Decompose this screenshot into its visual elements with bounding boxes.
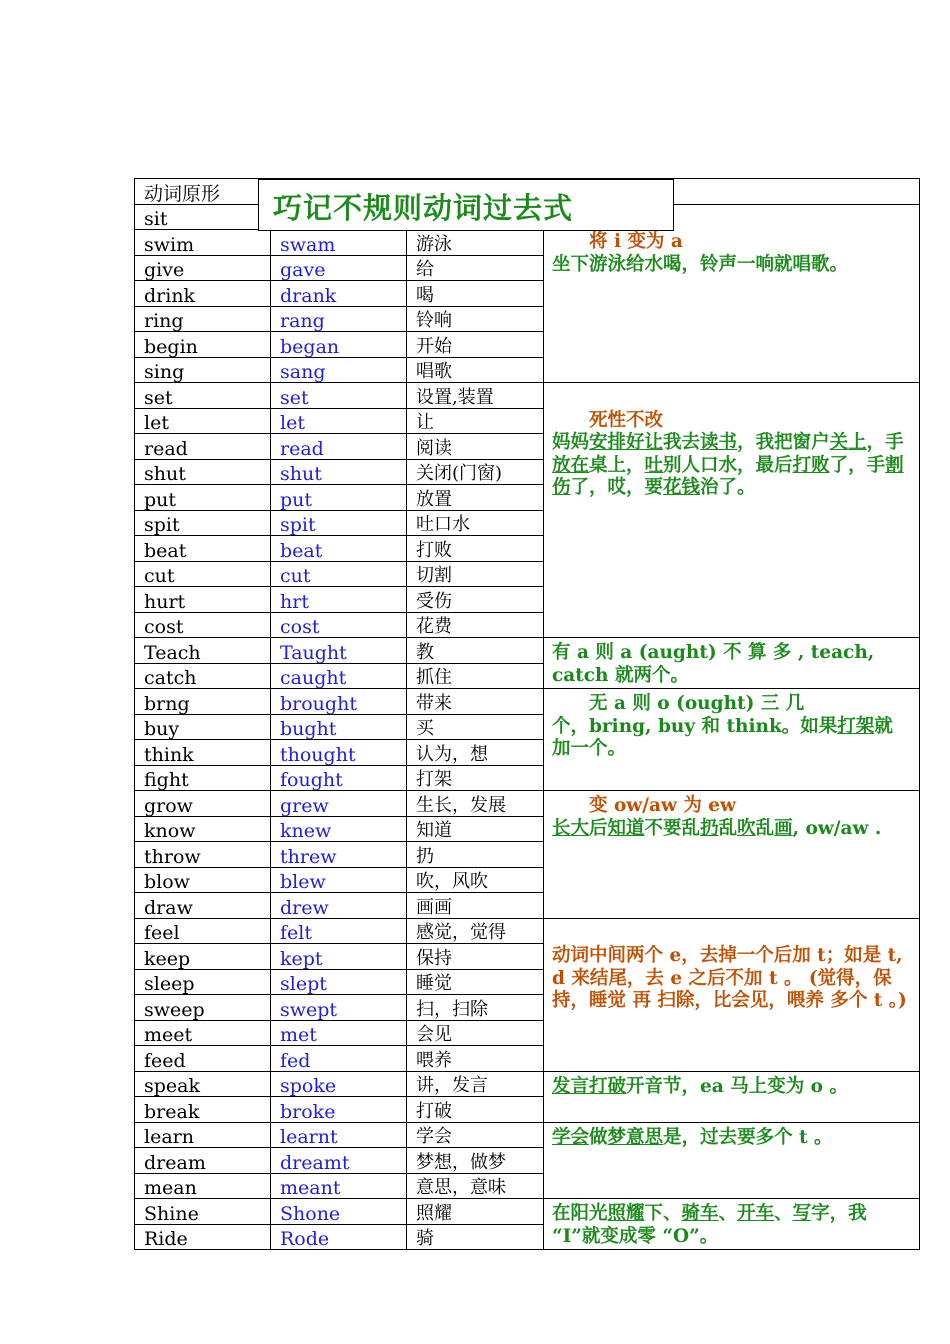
meaning: 保持 <box>407 944 544 970</box>
past-form: dreamt <box>271 1148 407 1174</box>
meaning: 画画 <box>407 893 544 919</box>
meaning: 阅读 <box>407 434 544 460</box>
base-form: beat <box>135 536 271 562</box>
past-form: put <box>271 485 407 511</box>
table-row <box>135 791 920 817</box>
title-box <box>258 179 674 231</box>
table-row <box>135 1071 920 1097</box>
past-form: spit <box>271 510 407 536</box>
page-title: 巧记不规则动词过去式 <box>273 191 574 225</box>
meaning: 骑 <box>407 1224 544 1250</box>
meaning: 抓住 <box>407 663 544 689</box>
meaning: 学会 <box>407 1122 544 1148</box>
past-form: set <box>271 383 407 409</box>
tip-unchanged: 死性不改 妈妈安排好让我去读书，我把窗户关上，手放在桌上，吐别人口水，最后打败了，手割伤了，哎，要花钱治了。 <box>544 383 920 638</box>
meaning: 喂养 <box>407 1046 544 1072</box>
past-form: read <box>271 434 407 460</box>
meaning: 扔 <box>407 842 544 868</box>
base-form: cost <box>135 612 271 638</box>
meaning: 讲，发言 <box>407 1071 544 1097</box>
base-form: speak <box>135 1071 271 1097</box>
base-form: learn <box>135 1122 271 1148</box>
meaning: 打破 <box>407 1097 544 1123</box>
meaning: 梦想，做梦 <box>407 1148 544 1174</box>
tip-ea-to-o: 发言打破开音节，ea 马上变为 o 。 <box>544 1071 920 1122</box>
past-form: shut <box>271 459 407 485</box>
base-form: feel <box>135 918 271 944</box>
base-form: let <box>135 408 271 434</box>
meaning: 切割 <box>407 561 544 587</box>
base-form: sweep <box>135 995 271 1021</box>
past-form: spoke <box>271 1071 407 1097</box>
meaning: 会见 <box>407 1020 544 1046</box>
base-form: Teach <box>135 638 271 664</box>
past-form: Shone <box>271 1199 407 1225</box>
tip-aught: 有 a 则 a (aught) 不 算 多 , teach, catch 就两个。 <box>544 638 920 689</box>
base-form: swim <box>135 230 271 256</box>
base-form: keep <box>135 944 271 970</box>
past-form: slept <box>271 969 407 995</box>
meaning: 设置,装置 <box>407 383 544 409</box>
tip-i-to-o: 在阳光照耀下、骑车、开车、写字，我 “I”就变成零 “O”。 <box>544 1199 920 1250</box>
past-form: brought <box>271 689 407 715</box>
table-row <box>135 383 920 409</box>
base-form: set <box>135 383 271 409</box>
past-form: met <box>271 1020 407 1046</box>
past-form: drank <box>271 281 407 307</box>
past-form: hrt <box>271 587 407 613</box>
past-form: cut <box>271 561 407 587</box>
base-form: catch <box>135 663 271 689</box>
base-form: begin <box>135 332 271 358</box>
base-form: Ride <box>135 1224 271 1250</box>
tip-double-e: 动词中间两个 e，去掉一个后加 t；如是 t, d 来结尾，去 e 之后不加 t 。 (觉得，保持，睡觉 再 扫除，比会见，喂养 多个 t 。) <box>544 918 920 1071</box>
past-form: fed <box>271 1046 407 1072</box>
tip-ow-to-ew: 变 ow/aw 为 ew 长大后知道不要乱扔乱吹乱画, ow/aw . <box>544 791 920 919</box>
meaning: 喝 <box>407 281 544 307</box>
past-form: Taught <box>271 638 407 664</box>
base-form: cut <box>135 561 271 587</box>
base-form: drink <box>135 281 271 307</box>
base-form: sing <box>135 357 271 383</box>
base-form: sleep <box>135 969 271 995</box>
past-form: began <box>271 332 407 358</box>
past-form: caught <box>271 663 407 689</box>
table-row <box>135 689 920 715</box>
past-form: blew <box>271 867 407 893</box>
meaning: 花费 <box>407 612 544 638</box>
base-form: shut <box>135 459 271 485</box>
base-form: Shine <box>135 1199 271 1225</box>
past-form: drew <box>271 893 407 919</box>
past-form: let <box>271 408 407 434</box>
tip-add-t: 学会做梦意思是，过去要多个 t 。 <box>544 1122 920 1199</box>
past-form: thought <box>271 740 407 766</box>
past-form: fought <box>271 765 407 791</box>
meaning: 打败 <box>407 536 544 562</box>
past-form: gave <box>271 255 407 281</box>
base-form: ring <box>135 306 271 332</box>
past-form: beat <box>271 536 407 562</box>
past-form: felt <box>271 918 407 944</box>
base-form: fight <box>135 765 271 791</box>
meaning: 打架 <box>407 765 544 791</box>
base-form: buy <box>135 714 271 740</box>
past-form: bught <box>271 714 407 740</box>
base-form: sit <box>135 204 271 230</box>
past-form: broke <box>271 1097 407 1123</box>
meaning: 游泳 <box>407 230 544 256</box>
base-form: mean <box>135 1173 271 1199</box>
base-form: throw <box>135 842 271 868</box>
table-row <box>135 1122 920 1148</box>
header-base: 动词原形 <box>135 179 271 205</box>
meaning: 给 <box>407 255 544 281</box>
meaning: 生长，发展 <box>407 791 544 817</box>
base-form: blow <box>135 867 271 893</box>
tip-i-to-a: 将 i 变为 a 坐下游泳给水喝，铃声一响就唱歌。 <box>544 204 920 383</box>
base-form: put <box>135 485 271 511</box>
base-form: break <box>135 1097 271 1123</box>
base-form: grow <box>135 791 271 817</box>
meaning: 让 <box>407 408 544 434</box>
base-form: think <box>135 740 271 766</box>
meaning: 吐口水 <box>407 510 544 536</box>
base-form: draw <box>135 893 271 919</box>
base-form: spit <box>135 510 271 536</box>
meaning: 关闭(门窗) <box>407 459 544 485</box>
meaning: 放置 <box>407 485 544 511</box>
meaning: 受伤 <box>407 587 544 613</box>
meaning: 铃响 <box>407 306 544 332</box>
meaning: 开始 <box>407 332 544 358</box>
meaning: 睡觉 <box>407 969 544 995</box>
meaning: 唱歌 <box>407 357 544 383</box>
base-form: brng <box>135 689 271 715</box>
past-form: threw <box>271 842 407 868</box>
past-form: sang <box>271 357 407 383</box>
meaning: 照耀 <box>407 1199 544 1225</box>
past-form: kept <box>271 944 407 970</box>
past-form: swept <box>271 995 407 1021</box>
meaning: 意思，意味 <box>407 1173 544 1199</box>
past-form: cost <box>271 612 407 638</box>
base-form: meet <box>135 1020 271 1046</box>
meaning: 吹，风吹 <box>407 867 544 893</box>
base-form: read <box>135 434 271 460</box>
past-form: swam <box>271 230 407 256</box>
meaning: 教 <box>407 638 544 664</box>
base-form: dream <box>135 1148 271 1174</box>
meaning: 带来 <box>407 689 544 715</box>
base-form: give <box>135 255 271 281</box>
past-form: learnt <box>271 1122 407 1148</box>
meaning: 感觉，觉得 <box>407 918 544 944</box>
base-form: feed <box>135 1046 271 1072</box>
table-row <box>135 918 920 944</box>
base-form: hurt <box>135 587 271 613</box>
meaning: 认为，想 <box>407 740 544 766</box>
meaning: 买 <box>407 714 544 740</box>
table-row <box>135 1199 920 1225</box>
meaning: 扫，扫除 <box>407 995 544 1021</box>
meaning: 知道 <box>407 816 544 842</box>
past-form: grew <box>271 791 407 817</box>
past-form: Rode <box>271 1224 407 1250</box>
verb-table <box>134 178 920 1250</box>
tip-ought: 无 a 则 o (ought) 三 几 个，bring, buy 和 think。如果打架就加一个。 <box>544 689 920 791</box>
table-row <box>135 638 920 664</box>
past-form: knew <box>271 816 407 842</box>
past-form: meant <box>271 1173 407 1199</box>
past-form: rang <box>271 306 407 332</box>
base-form: know <box>135 816 271 842</box>
